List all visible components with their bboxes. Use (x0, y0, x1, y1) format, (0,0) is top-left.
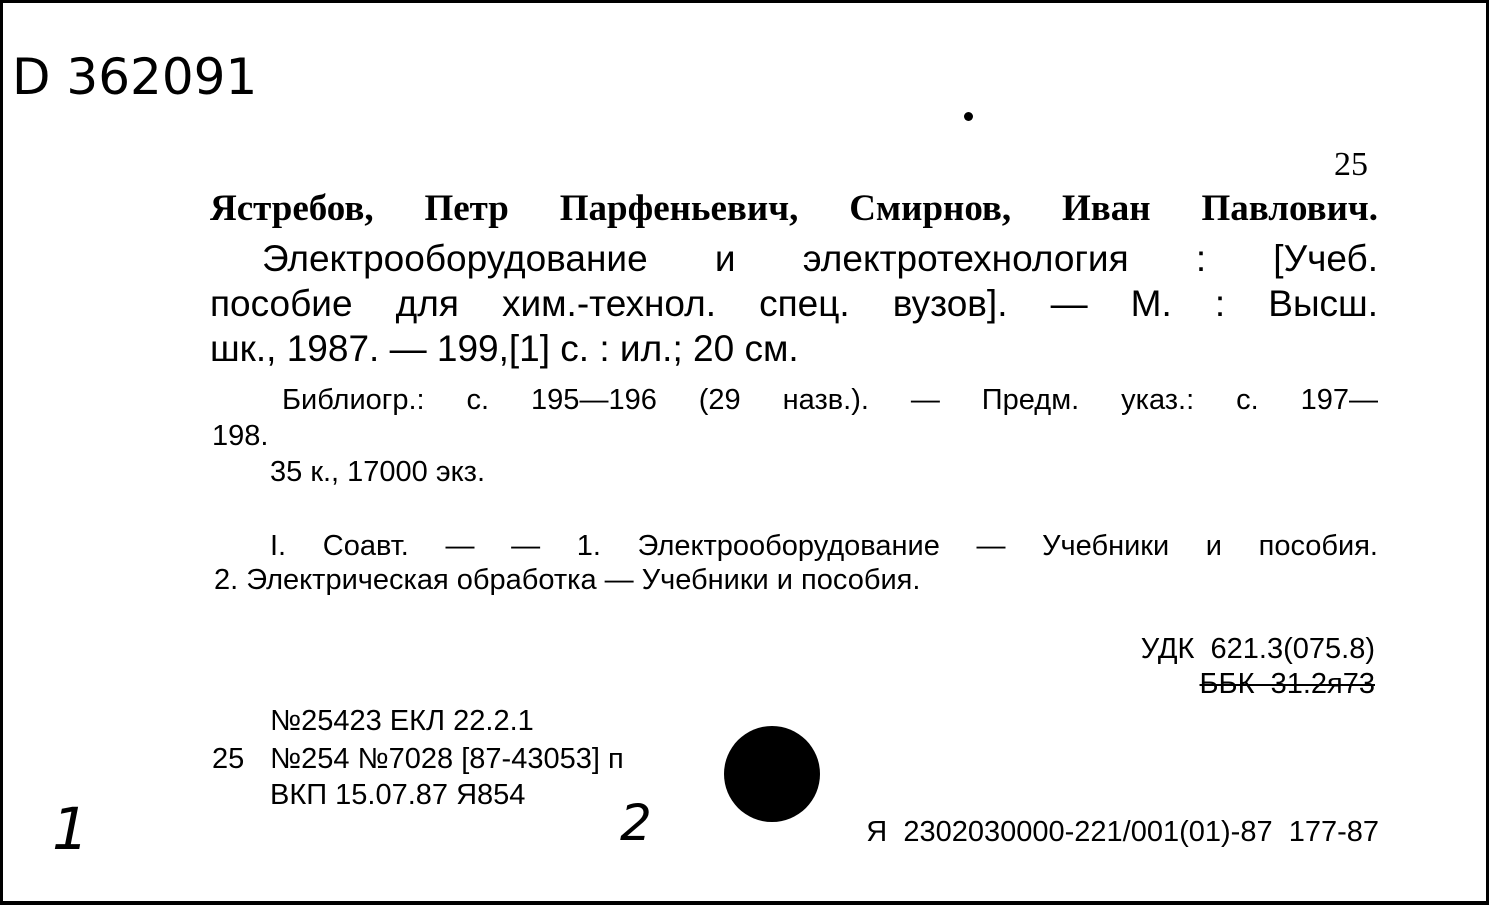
udk-code: УДК 621.3(075.8) (1140, 633, 1375, 665)
price-line: 35 к., 17000 экз. (270, 456, 486, 488)
subjects-line-2: 2. Электрическая обработка — Учебники и пособия. (214, 564, 921, 596)
bbk-code: ББК 31.2я73 (1199, 668, 1375, 700)
authors-heading: Ястребов, Петр Парфеньевич, Смирнов, Иван Павлович. (210, 188, 1378, 229)
handwritten-one: 1 (52, 795, 89, 863)
catalog-line-1: №25423 ЕКЛ 22.2.1 (270, 705, 534, 737)
punch-hole (724, 726, 820, 822)
handwritten-two: 2 (620, 794, 652, 852)
isbn-code: Я 2302030000-221/001(01)-87 177-87 (866, 816, 1379, 848)
catalog-prefix: 25 (212, 743, 245, 775)
title-line-2: пособие для хим.-технол. спец. вузов]. — М. : Высш. (210, 283, 1378, 324)
page-number: 25 (1334, 146, 1368, 183)
catalog-line-3: ВКП 15.07.87 Я854 (270, 779, 526, 811)
title-line-3: шк., 1987. — 199,[1] с. : ил.; 20 см. (210, 328, 799, 369)
bibliography-line-2: 198. (212, 420, 269, 452)
subjects-line-1: I. Соавт. — — 1. Электрооборудование — Учебники и пособия. (270, 530, 1378, 562)
catalog-line-2: №254 №7028 [87-43053] п (270, 743, 624, 775)
title-line-1: Электрооборудование и электротехнология : [Учеб. (262, 238, 1378, 279)
bibliography-line-1: Библиогр.: с. 195—196 (29 назв.). — Предм. указ.: с. 197— (282, 384, 1378, 416)
dot-mark (964, 112, 973, 121)
call-number: D 362091 (12, 48, 258, 106)
